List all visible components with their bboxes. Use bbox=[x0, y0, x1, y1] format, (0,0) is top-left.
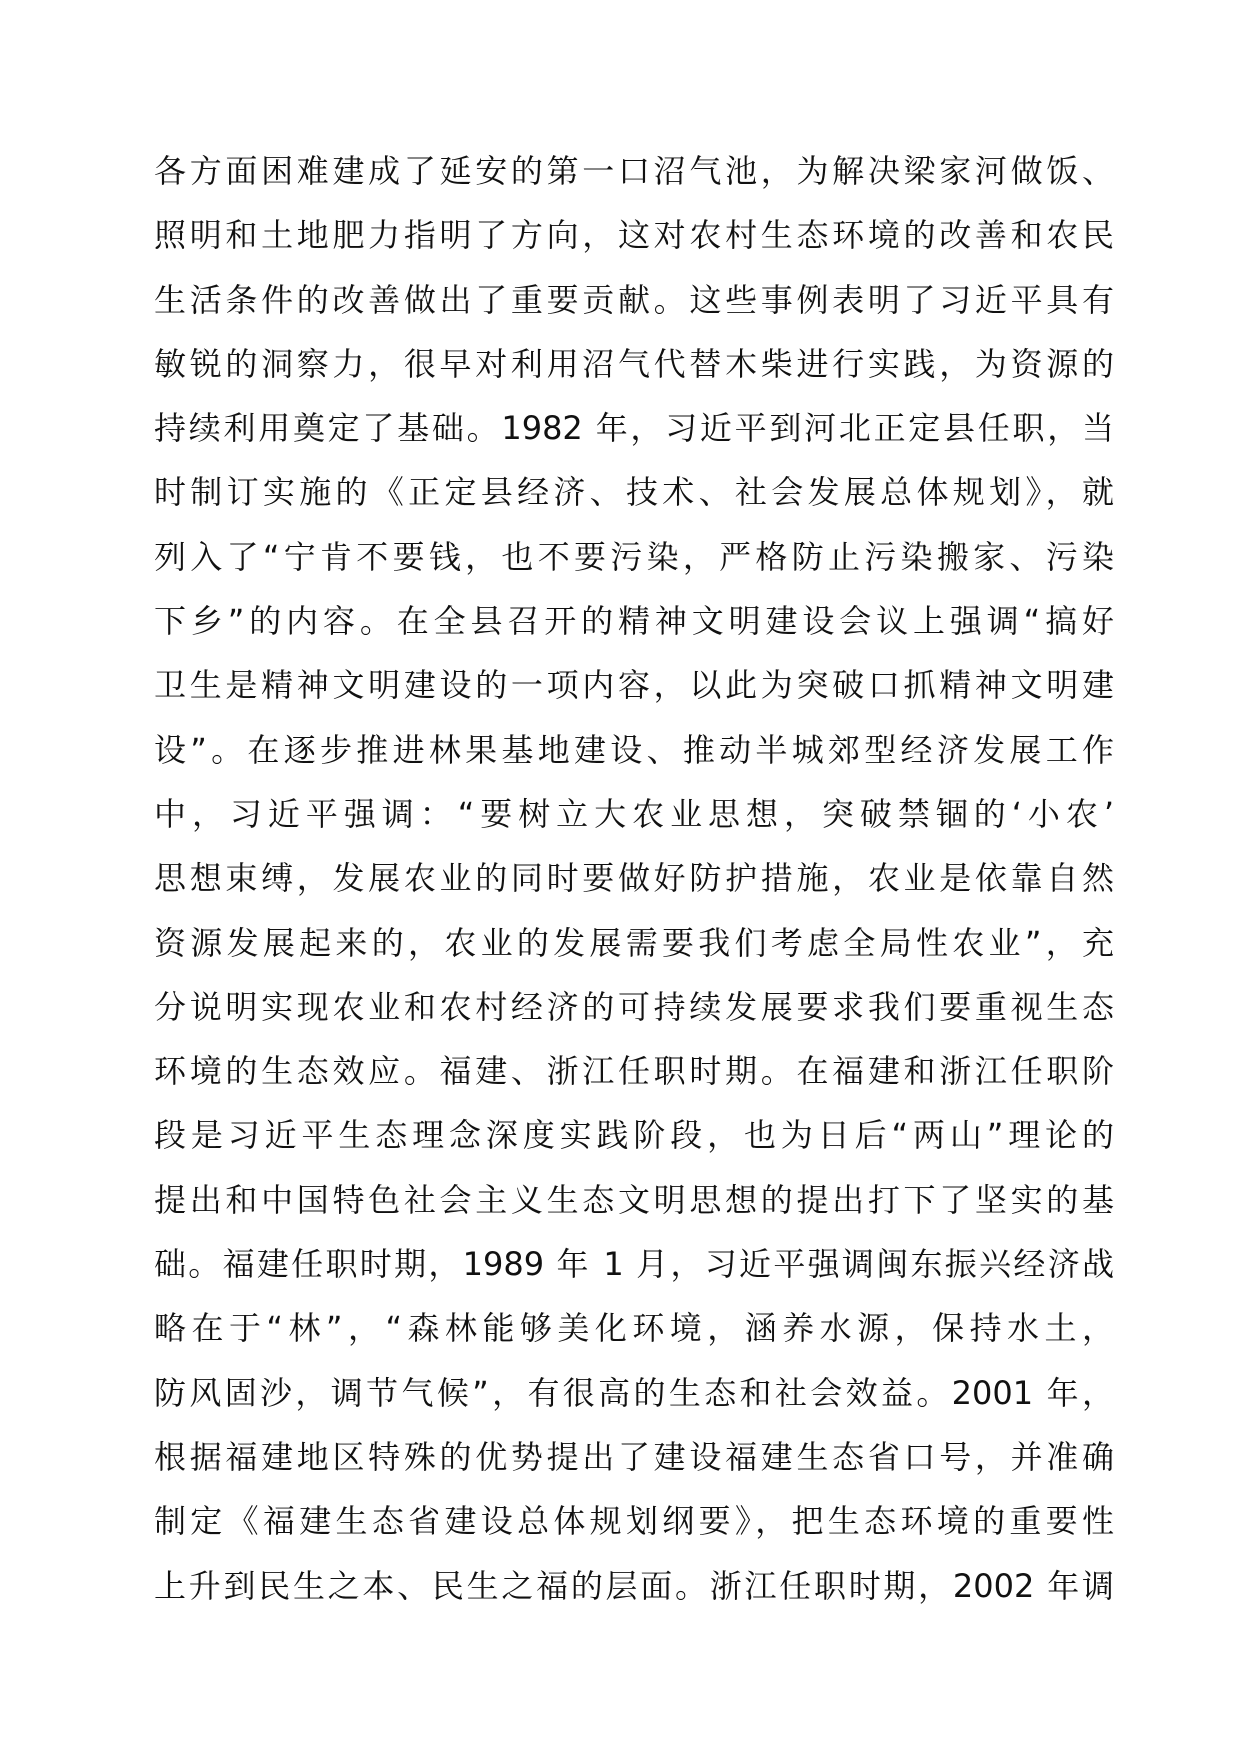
text-line: 设”。在逐步推进林果基地建设、推动半城郊型经济发展工作 bbox=[154, 730, 1114, 769]
text-line: 段是习近平生态理念深度实践阶段，也为日后“两山”理论的 bbox=[154, 1116, 1114, 1155]
text-line: 环境的生态效应。福建、浙江任职时期。在福建和浙江任职阶 bbox=[154, 1052, 1114, 1091]
text-line: 制定《福建生态省建设总体规划纲要》，把生态环境的重要性 bbox=[154, 1502, 1114, 1541]
text-line: 卫生是精神文明建设的一项内容，以此为突破口抓精神文明建 bbox=[154, 666, 1114, 705]
text-line: 生活条件的改善做出了重要贡献。这些事例表明了习近平具有 bbox=[154, 280, 1114, 319]
text-line: 照明和土地肥力指明了方向，这对农村生态环境的改善和农民 bbox=[154, 216, 1114, 255]
text-line: 时制订实施的《正定县经济、技术、社会发展总体规划》，就 bbox=[154, 473, 1114, 512]
text-line: 列入了“宁肯不要钱，也不要污染，严格防止污染搬家、污染 bbox=[154, 537, 1114, 576]
text-line: 上升到民生之本、民生之福的层面。浙江任职时期，2002 年调 bbox=[154, 1566, 1114, 1605]
text-line: 下乡”的内容。在全县召开的精神文明建设会议上强调“搞好 bbox=[154, 602, 1114, 641]
text-line: 资源发展起来的，农业的发展需要我们考虑全局性农业”，充 bbox=[154, 923, 1114, 962]
text-line: 各方面困难建成了延安的第一口沼气池，为解决梁家河做饭、 bbox=[154, 152, 1114, 190]
text-line: 中，习近平强调：“要树立大农业思想，突破禁锢的‘小农’ bbox=[154, 794, 1114, 833]
text-line: 提出和中国特色社会主义生态文明思想的提出打下了坚实的基 bbox=[154, 1180, 1114, 1219]
text-line: 思想束缚，发展农业的同时要做好防护措施，农业是依靠自然 bbox=[154, 859, 1114, 898]
text-line: 持续利用奠定了基础。1982 年，习近平到河北正定县任职，当 bbox=[154, 409, 1114, 448]
text-line: 分说明实现农业和农村经济的可持续发展要求我们要重视生态 bbox=[154, 987, 1114, 1026]
text-line: 略在于“林”，“森林能够美化环境，涵养水源，保持水土， bbox=[154, 1309, 1114, 1348]
text-line: 根据福建地区特殊的优势提出了建设福建生态省口号，并准确 bbox=[154, 1437, 1114, 1476]
text-line: 础。福建任职时期，1989 年 1 月，习近平强调闽东振兴经济战 bbox=[154, 1245, 1114, 1284]
text-line: 敏锐的洞察力，很早对利用沼气代替木柴进行实践，为资源的 bbox=[154, 344, 1114, 383]
body-text bbox=[154, 139, 1114, 1618]
text-line: 防风固沙，调节气候”，有很高的生态和社会效益。2001 年， bbox=[154, 1373, 1114, 1412]
